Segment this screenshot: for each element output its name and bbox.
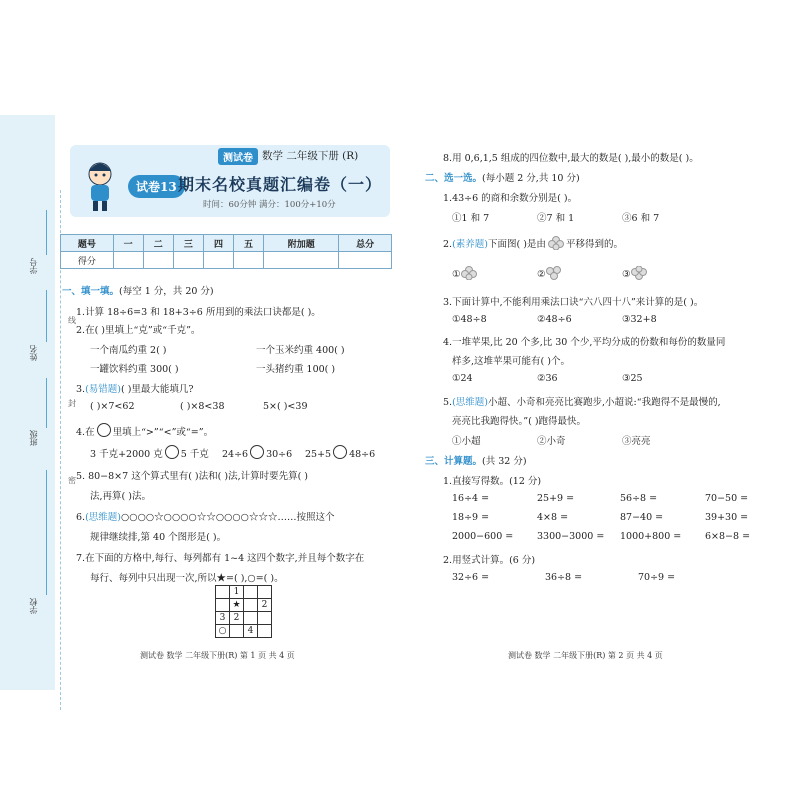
- calc-item: 87−40 =: [620, 512, 664, 523]
- section-1-heading: 一、填一填。(每空 1 分，共 20 分): [62, 286, 214, 297]
- question-3b: ( )×8<38: [180, 401, 225, 412]
- grid-cell[interactable]: [230, 625, 244, 638]
- score-table-header: [61, 235, 392, 252]
- calc-item: 70−50 =: [705, 493, 749, 504]
- choice-4-opt-b[interactable]: ②36: [537, 373, 558, 384]
- question-2a: 一个南瓜约重 2( ): [90, 345, 167, 356]
- choice-5b: 亮亮比我跑得快。”( )跑得最快。: [452, 416, 587, 427]
- question-3c: 5×( )<39: [263, 401, 308, 412]
- grid-cell[interactable]: [244, 612, 258, 625]
- category-badge: 测试卷: [218, 148, 258, 165]
- name-line: [46, 290, 47, 342]
- choice-1-opt-b[interactable]: ②7 和 1: [537, 213, 575, 224]
- student-id-line: [46, 210, 47, 255]
- paper-subtitle: 时间：60分钟 满分：100分+10分: [203, 200, 336, 210]
- choice-5: 5.(思维题)小超、小奇和亮亮比赛跑步,小超说:“我跑得不是最慢的,: [443, 397, 721, 408]
- left-page-footer: 测试卷 数学 二年级下册(R) 第 1 页 共 4 页: [140, 651, 295, 660]
- question-3a: ( )×7<62: [90, 401, 135, 412]
- score-head-cell: 题号: [61, 235, 114, 252]
- score-head-cell: 一: [113, 235, 143, 252]
- calc-item: 4×8 =: [537, 512, 569, 523]
- mascot-illustration: [78, 158, 122, 214]
- grid-cell: 4: [244, 625, 258, 638]
- calc-item: 6×8−8 =: [705, 531, 751, 542]
- question-3: 3.(易错题)( )里最大能填几?: [76, 384, 194, 395]
- question-4b: 24÷6 30÷6: [222, 445, 292, 460]
- choice-5-opt-c[interactable]: ③亮亮: [622, 436, 651, 447]
- question-7b: 每行、每列中只出现一次,所以★=( ),○=( )。: [90, 573, 284, 584]
- cut-char-feng: 封: [68, 399, 76, 408]
- cut-char-mi: 密: [68, 476, 76, 485]
- score-cell[interactable]: [234, 252, 264, 269]
- vertical-calc-item: 70÷9 =: [638, 572, 676, 583]
- grid-cell[interactable]: [258, 625, 272, 638]
- answer-circle[interactable]: [333, 445, 347, 459]
- choice-1-opt-c[interactable]: ③6 和 7: [622, 213, 660, 224]
- grid-cell[interactable]: [244, 586, 258, 599]
- question-8: 8.用 0,6,1,5 组成的四位数中,最大的数是( ),最小的数是( )。: [443, 153, 699, 164]
- student-id-label: 学号: [29, 258, 38, 274]
- choice-3: 3.下面计算中,不能利用乘法口诀“六八四十八”来计算的是( )。: [443, 297, 704, 308]
- class-label: 班级: [29, 430, 38, 446]
- choice-5-opt-a[interactable]: ①小超: [452, 436, 481, 447]
- choice-2-opt-a[interactable]: ①: [452, 266, 477, 280]
- question-2b: 一个玉米约重 400( ): [256, 345, 345, 356]
- question-2c: 一罐饮料约重 300( ): [90, 364, 179, 375]
- calc-item: 39+30 =: [705, 512, 749, 523]
- answer-circle[interactable]: [165, 445, 179, 459]
- question-2d: 一头猪约重 100( ): [256, 364, 336, 375]
- choice-2: 2.(素养题)下面图( )是由 平移得到的。: [443, 236, 623, 250]
- grid-cell-circle: ○: [216, 625, 230, 638]
- calc-item: 2000−600 =: [452, 531, 514, 542]
- choice-3-opt-b[interactable]: ②48÷6: [537, 314, 572, 325]
- score-cell[interactable]: [264, 252, 339, 269]
- score-table: [60, 234, 392, 269]
- score-cell[interactable]: [173, 252, 203, 269]
- score-cell[interactable]: [339, 252, 392, 269]
- choice-4b: 样多,这堆苹果可能有( )个。: [452, 356, 570, 367]
- score-cell[interactable]: [203, 252, 233, 269]
- question-5: 5. 80−8×7 这个算式里有( )法和( )法,计算时要先算( ): [76, 471, 309, 482]
- choice-2-opt-b[interactable]: ②: [537, 266, 562, 280]
- grid-cell[interactable]: [258, 586, 272, 599]
- calc-item: 56÷8 =: [620, 493, 658, 504]
- choice-3-opt-a[interactable]: ①48÷8: [452, 314, 487, 325]
- score-row-label: 得分: [61, 252, 114, 269]
- grid-cell: 2: [258, 599, 272, 612]
- calc-1-heading: 1.直接写得数。(12 分): [443, 476, 542, 487]
- choice-4-opt-c[interactable]: ③25: [622, 373, 643, 384]
- name-label: 姓名: [29, 345, 38, 361]
- section-3-heading: 三、计算题。(共 32 分): [425, 456, 527, 467]
- question-2: 2.在( )里填上“克”或“千克”。: [76, 325, 201, 336]
- grid-cell-star: ★: [230, 599, 244, 612]
- score-cell[interactable]: [113, 252, 143, 269]
- score-head-cell: 五: [234, 235, 264, 252]
- right-page-footer: 测试卷 数学 二年级下册(R) 第 2 页 共 4 页: [508, 651, 663, 660]
- grid-cell[interactable]: [216, 599, 230, 612]
- choice-3-opt-c[interactable]: ③32+8: [622, 314, 657, 325]
- grid-cell[interactable]: [216, 586, 230, 599]
- compare-circle-icon: [97, 423, 111, 437]
- grid-cell: 3: [216, 612, 230, 625]
- choice-4-opt-a[interactable]: ①24: [452, 373, 473, 384]
- calc-item: 1000+800 =: [620, 531, 682, 542]
- grid-cell: 2: [230, 612, 244, 625]
- score-head-cell: 二: [143, 235, 173, 252]
- score-cell[interactable]: [143, 252, 173, 269]
- question-4c: 25+5 48÷6: [305, 445, 375, 460]
- score-head-cell: 四: [203, 235, 233, 252]
- score-head-cell: 附加题: [264, 235, 339, 252]
- section-2-heading: 二、选一选。(每小题 2 分,共 10 分): [425, 173, 580, 184]
- choice-4: 4.一堆苹果,比 20 个多,比 30 个少,平均分成的份数和每份的数量同: [443, 337, 726, 348]
- calc-2-heading: 2.用竖式计算。(6 分): [443, 555, 536, 566]
- school-label: 学校: [29, 598, 38, 614]
- calc-item: 18÷9 =: [452, 512, 490, 523]
- vertical-calc-item: 32÷6 =: [452, 572, 490, 583]
- choice-1-opt-a[interactable]: ①1 和 7: [452, 213, 490, 224]
- flower-rotated-icon: [546, 266, 562, 280]
- sudoku-grid: [215, 585, 272, 638]
- choice-2-opt-c[interactable]: ③: [622, 266, 647, 280]
- flower-shape-icon: [548, 236, 564, 250]
- school-line: [46, 470, 47, 595]
- grid-cell[interactable]: [244, 599, 258, 612]
- score-head-cell: 总分: [339, 235, 392, 252]
- calc-item: 16÷4 =: [452, 493, 490, 504]
- calc-item: 3300−3000 =: [537, 531, 605, 542]
- question-6b: 规律继续排,第 40 个图形是( )。: [90, 532, 227, 543]
- paper-number: 试卷13: [128, 175, 185, 198]
- score-head-cell: 三: [173, 235, 203, 252]
- question-4: 4.在 里填上“>”“<”或“=”。: [76, 423, 213, 438]
- grid-cell: 1: [230, 586, 244, 599]
- flower-flipped-icon: [631, 266, 647, 280]
- question-1: 1.计算 18÷6=3 和 18+3÷6 所用到的乘法口诀都是( )。: [76, 307, 321, 318]
- question-6: 6.(思维题)○○○○☆○○○○☆☆○○○○☆☆☆……按照这个: [76, 512, 335, 523]
- score-table-row: [61, 252, 392, 269]
- calc-item: 25+9 =: [537, 493, 575, 504]
- paper-title: 期末名校真题汇编卷（一）: [178, 175, 383, 194]
- question-5b: 法,再算( )法。: [90, 491, 151, 502]
- cut-char-xian: 线: [68, 316, 76, 325]
- vertical-calc-item: 36÷8 =: [545, 572, 583, 583]
- flower-shape-icon: [461, 266, 477, 280]
- choice-5-opt-b[interactable]: ②小奇: [537, 436, 566, 447]
- choice-1: 1.43÷6 的商和余数分别是( )。: [443, 193, 578, 204]
- category-text: 数学 二年级下册 (R): [262, 150, 359, 162]
- question-4a: 3 千克+2000 克 5 千克: [90, 445, 209, 460]
- answer-circle[interactable]: [250, 445, 264, 459]
- class-line: [46, 378, 47, 428]
- grid-cell[interactable]: [258, 612, 272, 625]
- question-7: 7.在下面的方格中,每行、每列都有 1~4 这四个数字,并且每个数字在: [76, 553, 365, 564]
